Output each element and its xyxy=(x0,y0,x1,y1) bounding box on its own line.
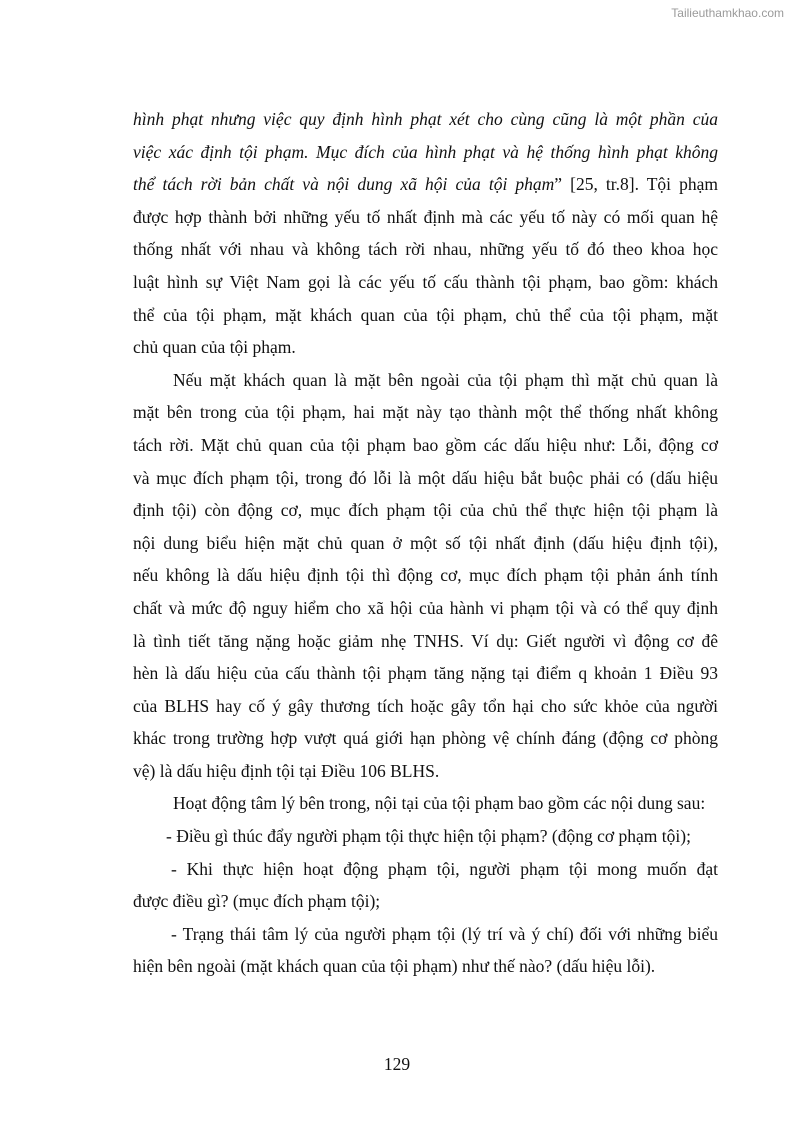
text-line: - Trạng thái tâm lý của người phạm tội (lý trí và ý chí) đối với những biểu xyxy=(171,923,718,944)
text-line: mặt bên trong của tội phạm, hai mặt này tạo thành một thể thống nhất không xyxy=(133,402,718,423)
text-line: Nếu mặt khách quan là mặt bên ngoài của tội phạm thì mặt chủ quan là xyxy=(173,369,718,390)
text-line: là tình tiết tăng nặng hoặc giảm nhẹ TNHS. Ví dụ: Giết người vì động cơ đê xyxy=(133,630,718,651)
quote-italic: thể tách rời bản chất và nội dung xã hội của tội phạm xyxy=(133,174,555,195)
text-line: thống nhất với nhau và không tách rời nhau, những yếu tố đó theo khoa học xyxy=(133,239,718,260)
body-text xyxy=(133,103,718,983)
text-line: được hợp thành bởi những yếu tố nhất định mà các yếu tố này có mối quan hệ xyxy=(133,206,718,227)
text-line: - Điều gì thúc đẩy người phạm tội thực hiện tội phạm? (động cơ phạm tội); xyxy=(166,826,691,847)
text-line: khác trong trường hợp vượt quá giới hạn phòng vệ chính đáng (động cơ phòng xyxy=(133,728,718,749)
text-line: chủ quan của tội phạm. xyxy=(133,337,296,358)
text-line: việc xác định tội phạm. Mục đích của hình phạt và hệ thống hình phạt không xyxy=(133,141,718,162)
text-line xyxy=(133,168,718,201)
list-item-fault xyxy=(133,918,718,983)
text-line: hình phạt nhưng việc quy định hình phạt xét cho cùng cũng là một phần của xyxy=(133,109,718,129)
text-line: định tội) còn động cơ, mục đích phạm tội của chủ thể thực hiện tội phạm là xyxy=(133,500,718,521)
list-item-purpose xyxy=(133,853,718,918)
watermark: Tailieuthamkhao.com xyxy=(671,6,784,20)
text-line: - Khi thực hiện hoạt động phạm tội, người phạm tội mong muốn đạt xyxy=(171,858,718,879)
citation: ” [25, tr.8]. Tội phạm xyxy=(554,174,718,195)
paragraph-3 xyxy=(133,787,718,820)
paragraph-1 xyxy=(133,103,718,364)
page-number: 129 xyxy=(383,1054,411,1074)
text-line: Hoạt động tâm lý bên trong, nội tại của tội phạm bao gồm các nội dung sau: xyxy=(173,793,706,814)
list-item-motive xyxy=(133,820,718,853)
text-line: hèn là dấu hiệu của cấu thành tội phạm tăng nặng tại điểm q khoản 1 Điều 93 xyxy=(133,663,718,684)
text-line: được điều gì? (mục đích phạm tội); xyxy=(133,891,381,912)
text-line: nội dung biểu hiện mặt chủ quan ở một số tội nhất định (dấu hiệu định tội), xyxy=(133,532,718,553)
text-line: hiện bên ngoài (mặt khách quan của tội phạm) như thế nào? (dấu hiệu lỗi). xyxy=(133,956,656,977)
text-line: của BLHS hay cố ý gây thương tích hoặc gây tổn hại cho sức khỏe của người xyxy=(133,695,718,716)
text-line: vệ) là dấu hiệu định tội tại Điều 106 BLHS. xyxy=(133,760,440,781)
text-line: và mục đích phạm tội, trong đó lỗi là một dấu hiệu bắt buộc phải có (dấu hiệu xyxy=(133,467,718,488)
paragraph-2 xyxy=(133,364,718,788)
text-line: nếu không là dấu hiệu định tội thì động cơ, mục đích phạm tội phản ánh tính xyxy=(133,565,718,586)
text-line: chất và mức độ nguy hiểm cho xã hội của hành vi phạm tội và có thể quy định xyxy=(133,597,718,618)
text-line: luật hình sự Việt Nam gọi là các yếu tố cấu thành tội phạm, bao gồm: khách xyxy=(133,271,718,292)
text-line: thể của tội phạm, mặt khách quan của tội phạm, chủ thể của tội phạm, mặt xyxy=(133,304,718,325)
text-line: tách rời. Mặt chủ quan của tội phạm bao gồm các dấu hiệu như: Lỗi, động cơ xyxy=(133,434,718,455)
